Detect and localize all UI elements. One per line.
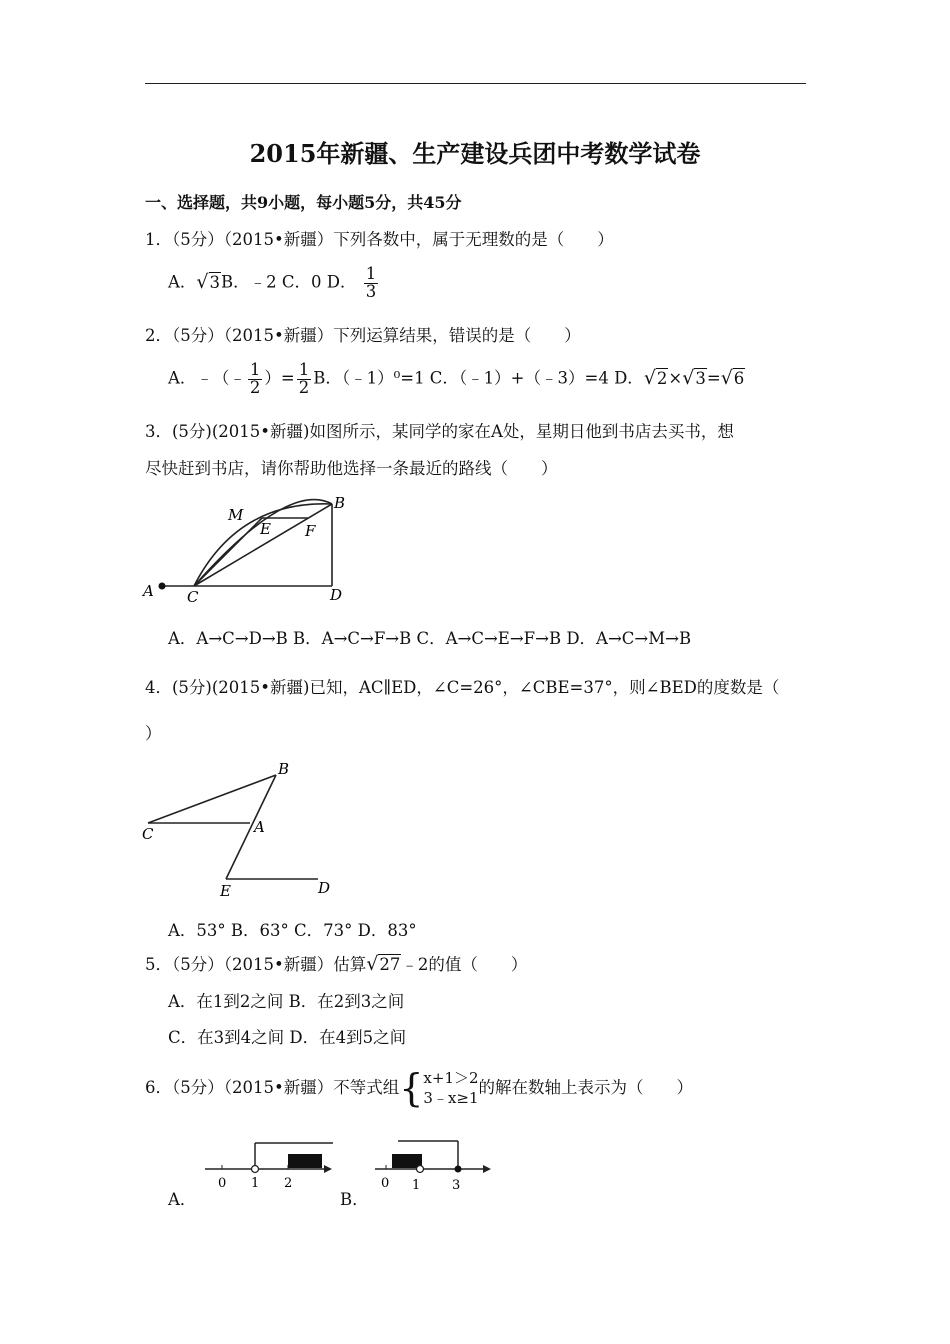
sqrt-3-b: √3 <box>682 366 706 389</box>
header-rule <box>145 83 806 84</box>
tick-label-1: 1 <box>251 1176 260 1191</box>
fraction-half-2: $\frac{1}{2}$ <box>298 360 310 397</box>
inequality-system <box>423 1068 478 1109</box>
label-c: C <box>187 588 199 605</box>
q5-stem-prefix: 5．（5分）（2015•新疆）估算 <box>145 955 367 974</box>
question-3-options: A．A→C→D→B B．A→C→F→B C．A→C→E→F→B D．A→C→M→B <box>168 629 692 648</box>
question-3-stem-line2: 尽快赶到书店，请你帮助他选择一条最近的路线（ ） <box>145 459 558 478</box>
q6-option-a-label: A． <box>168 1190 197 1209</box>
label-b: B <box>334 494 346 512</box>
question-2-stem: 2．（5分）（2015•新疆）下列运算结果，错误的是（ ） <box>145 326 581 345</box>
q1-options-bcd: B．﹣2 C．0 D． <box>221 272 357 292</box>
q2-options-bcd: B．（﹣1）⁰=1 C．（﹣1）+（﹣3）=4 D． <box>313 368 644 388</box>
label-e: E <box>220 882 231 900</box>
label-c: C <box>142 825 154 843</box>
fraction-half-1: $\frac{1}{2}$ <box>249 360 261 397</box>
section-heading: 一、选择题，共9小题，每小题5分，共45分 <box>145 193 462 212</box>
question-4-stem-line2: ） <box>145 724 162 743</box>
sqrt-2: √2 <box>643 366 668 389</box>
q2-option-a-prefix: A．﹣（﹣ <box>168 368 246 388</box>
tick-label-0: 0 <box>218 1176 227 1191</box>
closed-circle <box>455 1166 462 1173</box>
page-title: 2015年新疆、生产建设兵团中考数学试卷 <box>249 139 701 168</box>
question-4-options: A．53° B．63° C．73° D．83° <box>168 921 417 940</box>
label-d: D <box>318 879 331 897</box>
label-f: F <box>305 522 316 540</box>
label-a: A <box>143 582 154 600</box>
q6-stem-prefix: 6．（5分）（2015•新疆）不等式组 <box>145 1077 400 1097</box>
label-a: A <box>254 818 265 836</box>
number-line-a <box>200 1135 340 1195</box>
question-5-options-line2: C．在3到4之间 D．在4到5之间 <box>168 1028 407 1047</box>
label-b: B <box>278 760 290 778</box>
sqrt-6: √6 <box>720 366 745 389</box>
parallel-lines-figure <box>138 757 338 902</box>
question-4-stem-line1: 4．(5分)(2015•新疆)已知，AC∥ED，∠C=26°，∠CBE=37°，则∠BED的度数是（ <box>145 678 780 697</box>
question-3-stem-line1: 3．(5分)(2015•新疆)如图所示，某同学的家在A处，星期日他到书店去买书，想 <box>145 422 734 441</box>
tick-label-2: 2 <box>284 1176 293 1191</box>
point-a <box>159 583 166 590</box>
q6-stem-suffix: 的解在数轴上表示为（ ） <box>478 1077 694 1097</box>
number-line-b <box>370 1135 500 1195</box>
q5-stem-suffix: ﹣2的值（ ） <box>401 955 528 974</box>
question-5-options-line1: A．在1到2之间 B．在2到3之间 <box>168 992 405 1011</box>
q1-option-a-label: A． <box>168 272 197 292</box>
q2-option-a-mid: ）= <box>264 368 295 388</box>
shaded-block <box>288 1154 322 1168</box>
question-2-options <box>168 362 745 396</box>
times-sign: × <box>668 368 683 388</box>
open-circle <box>417 1166 424 1173</box>
sqrt-3: √3 <box>196 270 221 293</box>
question-1-options <box>168 266 380 300</box>
fraction-one-third: $\frac{1}{3}$ <box>365 264 377 301</box>
axis-arrow <box>483 1165 491 1173</box>
tick-label-1: 1 <box>412 1178 421 1193</box>
inequality-1: x+1＞2 <box>423 1069 479 1087</box>
axis-arrow <box>324 1165 332 1173</box>
inequality-2: 3﹣x≥1 <box>423 1089 479 1108</box>
left-brace: { <box>399 1066 424 1111</box>
label-m: M <box>228 506 244 524</box>
label-e: E <box>260 520 271 538</box>
tick-label-3: 3 <box>452 1178 461 1193</box>
question-1-stem: 1．（5分）（2015•新疆）下列各数中，属于无理数的是（ ） <box>145 230 614 249</box>
tick-label-0: 0 <box>381 1176 390 1191</box>
question-5-stem <box>145 951 527 975</box>
equals-sign: = <box>706 368 721 388</box>
label-d: D <box>330 586 343 604</box>
q6-option-b-label: B． <box>340 1190 369 1209</box>
question-6-stem <box>145 1068 693 1109</box>
sqrt-27: √27 <box>366 953 401 975</box>
open-circle <box>252 1166 259 1173</box>
route-figure <box>138 490 358 605</box>
